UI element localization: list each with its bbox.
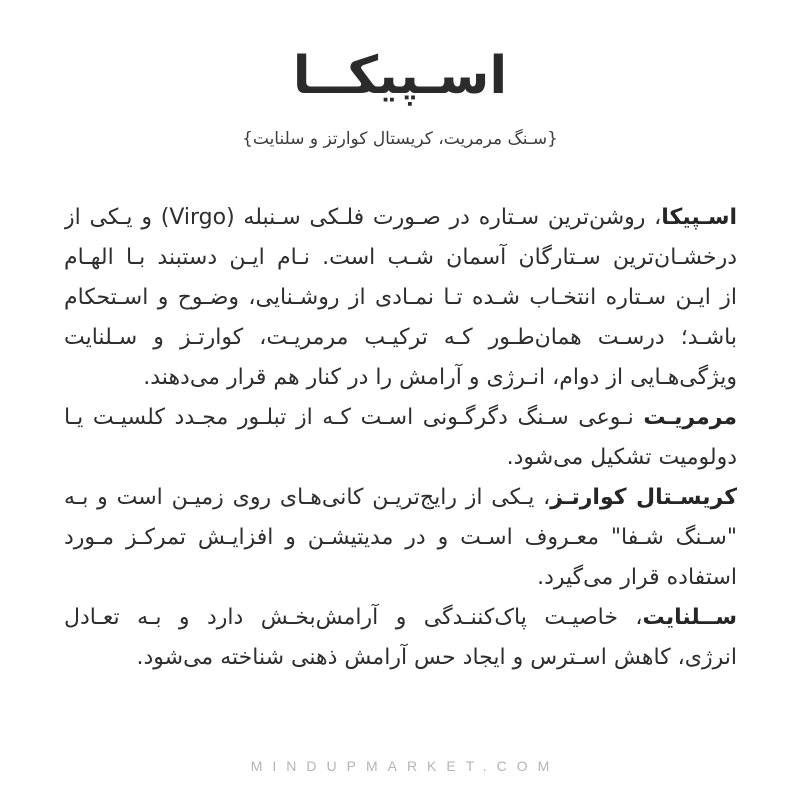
text-line: استفاده قرار می‌گیرد. bbox=[537, 565, 737, 590]
website-url: MINDUPMARKET.COM bbox=[250, 758, 560, 774]
line-text: نـوعی سـنگ دگرگـونی اسـت کـه از تبلـور مجـدد کلسیـت یـا bbox=[64, 405, 644, 430]
lead-word: اسـپیکا bbox=[661, 205, 737, 230]
lead-word: مرمریـت bbox=[643, 405, 737, 430]
text-line: درخشـان‌ترین سـتارگان آسمان شـب است. نـام ایـن دستبند بـا الهـام bbox=[64, 245, 737, 270]
line-text: ، خاصیـت پاک‌کننـدگی و آرامش‌بخـش دارد و بـه تعـادل bbox=[64, 605, 643, 630]
text-line: دولومیت تشکیل می‌شود. bbox=[506, 445, 737, 470]
text-line: ویژگی‌هـایی از دوام، انـرژی و آرامش را در کنار هم قرار می‌دهند. bbox=[143, 365, 737, 390]
paragraph-quartz bbox=[64, 478, 737, 598]
paragraph-spica bbox=[64, 198, 737, 398]
text-line: انرژی، کاهش اسـترس و ایجاد حس آرامش ذهنی شناخته می‌شود. bbox=[136, 645, 737, 670]
text-line: "سـنگ شـفا" معـروف اسـت و در مدیتیشـن و افزایـش تمرکـز مـورد bbox=[64, 525, 737, 550]
footer bbox=[0, 758, 800, 774]
paragraph-selenite bbox=[64, 598, 737, 678]
text-line bbox=[64, 478, 737, 518]
paragraph-marble bbox=[64, 398, 737, 478]
line-text: ، روشن‌ترین سـتاره در صـورت فلـکی سـنبله (Virgo) و یـکی از bbox=[64, 205, 662, 230]
text-line bbox=[64, 398, 737, 438]
lead-word: کریسـتال کوارتـز bbox=[550, 485, 737, 510]
lead-word: ســلنایت bbox=[642, 605, 737, 630]
text-line bbox=[64, 598, 737, 638]
text-line: باشـد؛ درسـت همان‌طـور کـه ترکیـب مرمریـت، کوارتـز و سـلنایت bbox=[64, 325, 737, 350]
body-text bbox=[64, 198, 737, 678]
line-text: ، یـکی از رایج‌تریـن کانی‌هـای روی زمیـن است و بـه bbox=[64, 485, 551, 510]
text-line bbox=[64, 198, 737, 238]
text-line: از ایـن سـتاره انتخـاب شـده تـا نمـادی از روشـنایی، وضـوح و اسـتحکام bbox=[64, 285, 737, 310]
product-subtitle: {سـنگ مرمریت، کریستال کوارتز و سلنایت} bbox=[242, 129, 558, 149]
product-title: اسـپیکــا bbox=[292, 46, 508, 106]
